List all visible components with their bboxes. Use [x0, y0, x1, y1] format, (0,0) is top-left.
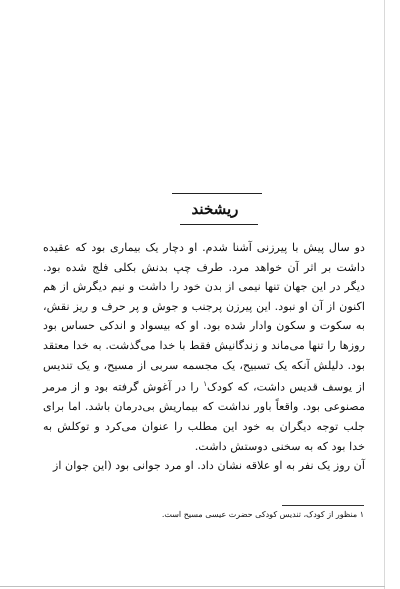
- title-rule-bottom: [180, 224, 258, 225]
- body-text: [43, 238, 365, 476]
- chapter-title: ریشخند: [191, 200, 239, 218]
- footnote-reference: ۱: [203, 380, 207, 389]
- paragraph: [43, 456, 365, 476]
- paragraph-text: آن روز یک نفر به او علاقه نشان داد. او مرد جوانی بود (این جوان از: [52, 459, 365, 473]
- paragraph-text-continued: را در آغوش گرفته بود و از مرمر مصنوعی بود. واقعاً باور نداشت که بیماریش بی‌درمان باشد. اما برای جلب توجه دیگران به خود این مطلب را عنوان می‌کرد و توکلش به خدا بود که به سخنی دوستش داشت.: [43, 380, 365, 453]
- footnote-rule: [282, 505, 364, 506]
- footnote: ۱ منظور از کودک، تندیس کودکی حضرت عیسی مسیح است.: [161, 510, 364, 519]
- title-rule-top: [172, 193, 262, 194]
- page-edge-bottom: [0, 586, 385, 587]
- paragraph-text: دو سال پیش با پیرزنی آشنا شدم. او دچار یک بیماری بود که عقیده داشت بر اثر آن خواهد مرد. طرف چپ بدنش بکلی فلج شده بود. دیگر در این جهان تنها نیمی از بدن خود را داشت و نیم دیگرش از هم اکنون از آن او نبود. این پیرزن پرجنب و جوش و پر حرف و ریز نقش، به سکوت و سکون وادار شده بود. او که بیسواد و اندکی حساس بود روزها را تنها می‌ماند و زندگانیش فقط با خدا می‌گذشت. به خدا معتقد بود. دلیلش آنکه یک تسبیح، یک مجسمه سربی از مسیح، و یک تندیس از یوسف قدیس داشت، که کودک: [43, 241, 365, 394]
- paragraph: [43, 238, 365, 456]
- page-edge-right: [384, 0, 385, 589]
